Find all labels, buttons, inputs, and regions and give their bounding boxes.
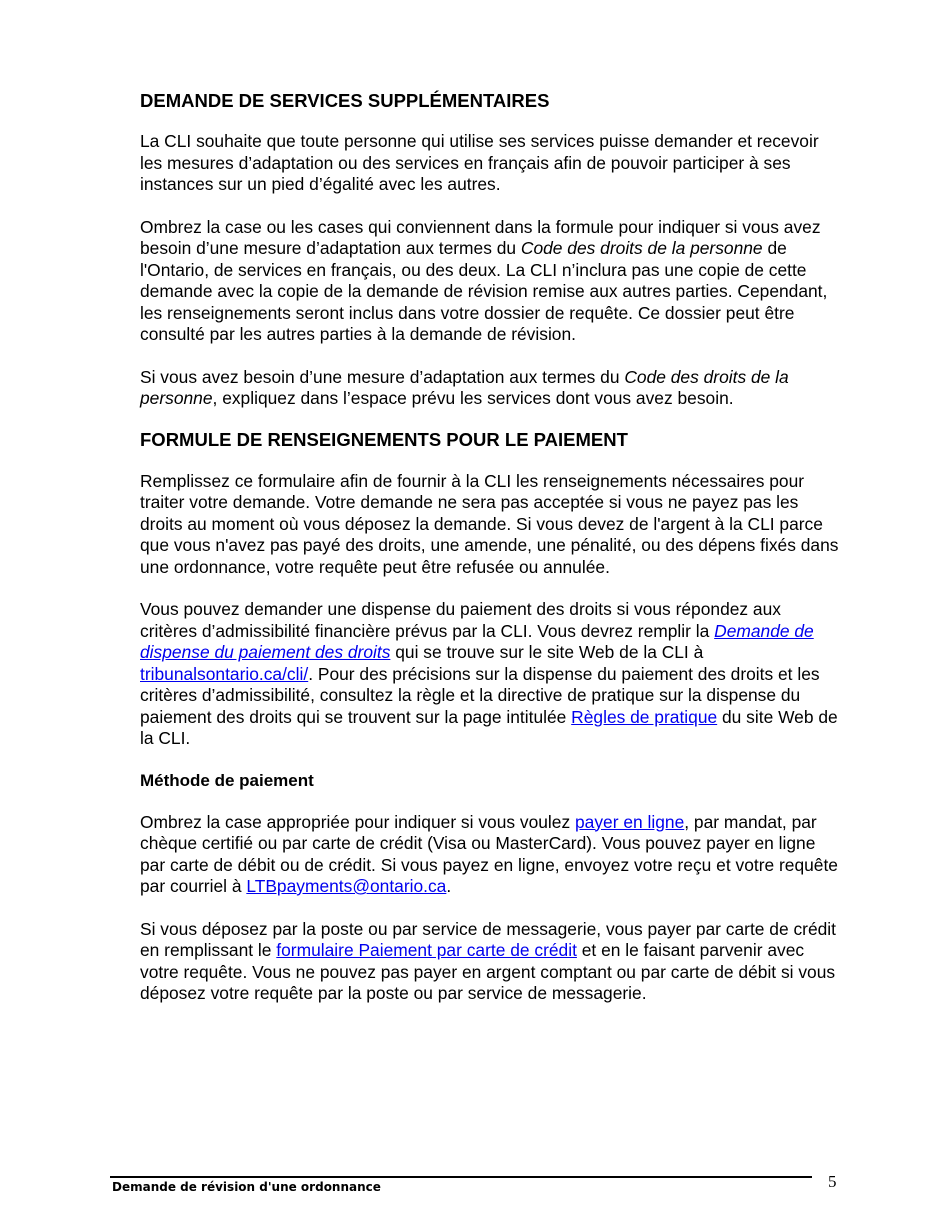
rules-of-practice-link[interactable]: Règles de pratique xyxy=(571,706,718,727)
paragraph-mail-payment: Si vous déposez par la poste ou par service de messagerie, vous payer par carte de crédit en remplissant le formulaire Paiement par carte de crédit et en le faisant parvenir avec votre requête. Vous ne pouvez pas payer en argent comptant ou par carte de débit si vous déposez votre requête par la poste ou par service de messagerie. xyxy=(140,918,836,1003)
paragraph-accommodation: Si vous avez besoin d’une mesure d’adaptation aux termes du Code des droits de la personne, expliquez dans l’espace prévu les services dont vous avez besoin. xyxy=(140,366,789,408)
section-heading-services: DEMANDE DE SERVICES SUPPLÉMENTAIRES xyxy=(140,90,550,111)
code-title: Code des droits de la personne xyxy=(140,366,789,408)
fee-waiver-link[interactable]: Demande de dispense du paiement des droits xyxy=(140,620,814,662)
pay-online-link[interactable]: payer en ligne xyxy=(575,811,685,832)
payment-method-heading: Méthode de paiement xyxy=(140,770,314,790)
section-heading-payment: FORMULE DE RENSEIGNEMENTS POUR LE PAIEMENT xyxy=(140,428,628,450)
email-link[interactable]: LTBpayments@ontario.ca xyxy=(246,876,447,896)
code-title: Code des droits de la personne xyxy=(520,238,763,258)
page-number: 5 xyxy=(828,1172,837,1191)
footer-title: Demande de révision d'une ordonnance xyxy=(112,1180,381,1194)
paragraph-intro: La CLI souhaite que toute personne qui utilise ses services puisse demander et recevoir les mesures d’adaptation ou des services en français afin de pouvoir participer à ses instances sur un pied d’égalité avec les autres. xyxy=(140,131,819,194)
paragraph-payment-method: Ombrez la case appropriée pour indiquer si vous voulez payer en ligne, par mandat, par chèque certifié ou par carte de crédit (Visa ou MasterCard). Vous pouvez payer en ligne par carte de débit ou de crédit. Si vous payez en ligne, envoyez votre reçu et votre requête par courriel à LTBpayments@ontario.ca. xyxy=(140,811,838,896)
credit-card-form-link[interactable]: formulaire Paiement par carte de crédit xyxy=(276,940,577,960)
footer-divider xyxy=(110,1176,812,1178)
page-content xyxy=(140,88,840,1005)
paragraph-fee-waiver: Vous pouvez demander une dispense du paiement des droits si vous répondez aux critères d’admissibilité financière prévus par la CLI. Vous devrez remplir la Demande de dispense du paiement des droits qui se trouve sur le site Web de la CLI à tribunalsontario.ca/cli/. Pour des précisions sur la dispense du paiement des droits et les critères d’admissibilité, consultez la règle et la directive de pratique sur la dispense du paiement des droits qui se trouvent sur la page intitulée Règles de pratique du site Web de la CLI. xyxy=(140,599,838,748)
paragraph-shade-boxes: Ombrez la case ou les cases qui conviennent dans la formule pour indiquer si vous avez besoin d’une mesure d’adaptation aux termes du Code des droits de la personne de l'Ontario, de services en français, ou des deux. La CLI n’inclura pas une copie de cette demande avec la copie de la demande de révision remise aux autres parties. Cependant, les renseignements seront inclus dans votre dossier de requête. Ce dossier peut être consulté par les autres parties à la demande de révision. xyxy=(140,216,828,344)
paragraph-payment-form: Remplissez ce formulaire afin de fournir à la CLI les renseignements nécessaires pour traiter votre demande. Votre demande ne sera pas acceptée si vous ne payez pas les droits au moment où vous déposez la demande. Si vous devez de l'argent à la CLI parce que vous n'avez pas payé des droits, une amende, une pénalité, ou des dépens fixés dans une ordonnance, votre requête peut être refusée ou annulée. xyxy=(140,470,839,577)
tribunals-ontario-link[interactable]: tribunalsontario.ca/cli/ xyxy=(140,663,309,684)
